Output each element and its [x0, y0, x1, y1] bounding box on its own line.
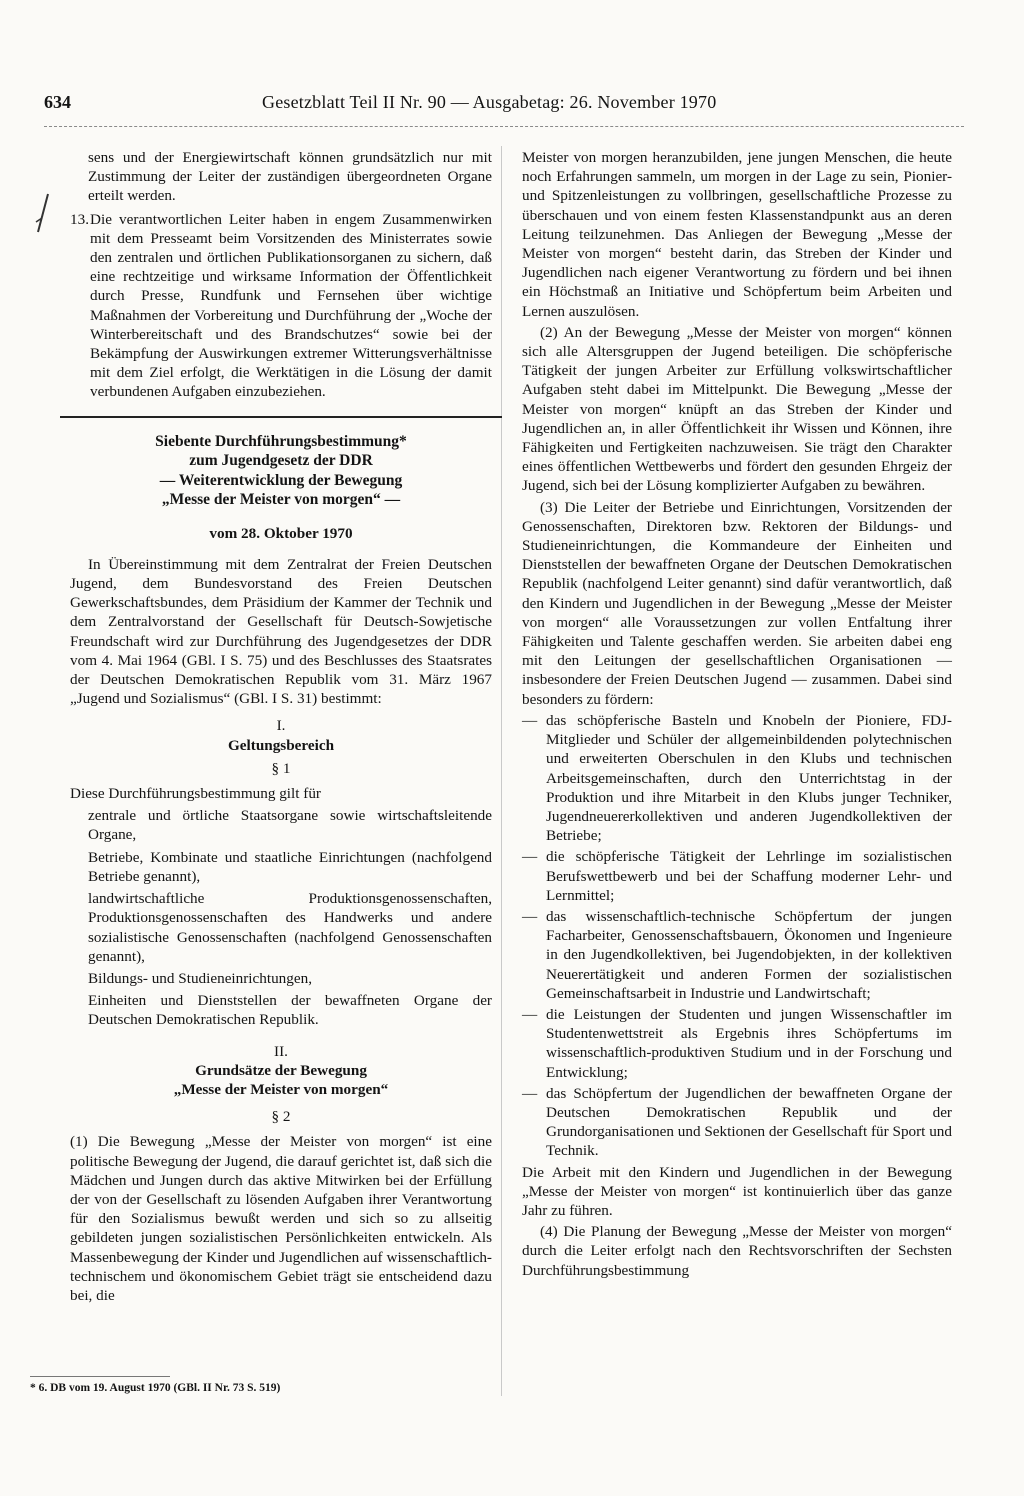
section-2-number: II.	[274, 1042, 288, 1060]
item-13-text: Die verantwortlichen Leiter haben in engem Zusammenwirken mit dem Presseamt beim Vorsitzenden des Ministerrates sowie den zentralen und örtlichen Publikationsorganen zu sichern, daß eine rechtzeitige und wirksame Information der Öffentlichkeit durch Presse, Rundfunk und Fernsehen über wichtige Maßnahmen der Vorbereitung und Durchführung der „Woche der Winterbereitschaft und des Brandschutzes“ sowie bei der Bekämpfung der Auswirkungen extremer Witterungsverhältnisse mit dem Ziel erfolgt, die Werktätigen in die Lösung der damit verbundenen Aufgaben einzubeziehen.	[90, 210, 492, 401]
scope-item: Betriebe, Kombinate und staatliche Einrichtungen (nachfolgend Betriebe genannt),	[88, 848, 492, 885]
title-line-3: — Weiterentwicklung der Bewegung	[159, 471, 403, 489]
right-paragraph-3: (3) Die Leiter der Betriebe und Einrichtungen, Vorsitzenden der Genossenschaften, Direktoren bzw. Rektoren der Bildungs- und Studieneinrichtungen, die Kommandeure der Einheiten und Dienststellen der bewaffneten Organe der Deutschen Demokratischen Republik (nachfolgend Leiter genannt) sind dafür verantwortlich, daß den Kindern und Jugendlichen in der Bewegung „Messe der Meister von morgen“ alle Voraussetzungen zur vollen Entfaltung ihrer Fähigkeiten und Talente geschaffen werden. Sie arbeiten dabei eng mit den Leitungen der gesellschaftlichen Organisationen — insbesondere der Freien Deutschen Jugend — zusammen. Dabei sind besonders zu fördern:	[522, 498, 952, 708]
right-paragraph-2: (2) An der Bewegung „Messe der Meister von morgen“ können sich alle Altersgruppen der Jugend beteiligen. Die schöpferische Tätigkeit der jungen Arbeiter zur Erfüllung volkswirtschaftlicher Aufgaben steht dabei im Mittelpunkt. Die Bewegung „Messe der Meister von morgen“ knüpft an das Streben der Kinder und Jugendlichen an, in aller Öffentlichkeit ihr Wissen und Können, ihre Fähigkeiten und Fertigkeiten nachzuweisen. Sie trägt den Charakter eines öffentlichen Wettbewerbs und fördert den gesunden Ehrgeiz der Jugend, sich bei der Lösung komplizierter Aufgaben zu bewähren.	[522, 323, 952, 495]
preamble: In Übereinstimmung mit dem Zentralrat der Freien Deutschen Jugend, dem Bundesvorstand des Freien Deutschen Gewerkschaftsbundes, dem Präsidium der Kammer der Technik und dem Zentralvorstand der Gesellschaft für Deutsch-Sowjetische Freundschaft wird zur Durchführung des Jugendgesetzes der DDR vom 4. Mai 1964 (GBl. I S. 75) und des Beschlusses des Staatsrates der Deutschen Demokratischen Republik vom 31. März 1967 „Jugend und Sozialismus“ (GBl. I S. 31) bestimmt:	[70, 555, 492, 708]
item-13	[70, 210, 492, 402]
footnote-rule	[30, 1376, 170, 1377]
page-number: 634	[44, 92, 71, 112]
dash-item	[522, 711, 952, 845]
right-paragraph-5: (4) Die Planung der Bewegung „Messe der Meister von morgen“ durch die Leiter erfolgt nach den Rechtsvorschriften der Sechsten Durchführungsbestimmung	[522, 1223, 952, 1279]
title-line-1: Siebente Durchführungsbestimmung*	[155, 432, 407, 450]
decree-date: vom 28. Oktober 1970	[209, 524, 353, 542]
section-rule	[60, 416, 502, 418]
dash-marker: —	[522, 711, 538, 729]
dash-item	[522, 907, 952, 1003]
left-column	[70, 148, 492, 1305]
scope-item: landwirtschaftliche Produktionsgenossenschaften, Produktionsgenossenschaften des Handwerks und andere sozialistische Genossenschaften (nachfolgend Genossenschaften genannt),	[88, 890, 492, 965]
dash-item	[522, 1084, 952, 1161]
dash-item	[522, 1005, 952, 1082]
handwritten-margin-mark	[34, 192, 52, 234]
right-paragraph-4: Die Arbeit mit den Kindern und Jugendlichen in der Bewegung „Messe der Meister von morgen“ ist kontinuierlich über das ganze Jahr zu führen.	[522, 1163, 952, 1219]
scope-item: Einheiten und Dienststellen der bewaffneten Organe der Deutschen Demokratischen Republik.	[88, 992, 492, 1029]
scope-item: Bildungs- und Studieneinrichtungen,	[88, 969, 312, 987]
dash-item-text: die schöpferische Tätigkeit der Lehrlinge im sozialistischen Berufswettbewerb und bei der Schaffung moderner Lehr- und Lernmittel;	[546, 848, 952, 904]
paragraph-1-sign: § 1	[271, 759, 291, 777]
footnote: * 6. DB vom 19. August 1970 (GBl. II Nr. 73 S. 519)	[30, 1382, 281, 1394]
dash-marker: —	[522, 1084, 538, 1102]
decree-title	[70, 432, 492, 510]
right-column	[522, 148, 952, 1280]
title-line-2: zum Jugendgesetz der DDR	[189, 452, 373, 470]
page-header	[44, 92, 964, 127]
dash-item-text: das Schöpfertum der Jugendlichen der bewaffneten Organe der Deutschen Demokratischen Republik und der Grundorganisationen und Sektionen der Gesellschaft für Sport und Technik.	[546, 1084, 952, 1160]
scope-item: zentrale und örtliche Staatsorgane sowie wirtschaftsleitende Organe,	[88, 807, 492, 844]
paragraph-2-text: (1) Die Bewegung „Messe der Meister von morgen“ ist eine politische Bewegung der Jugend, die darauf gerichtet ist, daß sich die Mädchen und Jungen durch das aktive Mitwirken bei der Erfüllung der von der Gesellschaft zu lösenden Aufgaben ihrer Verantwortung für den Sozialismus bewußt werden und sich so zu allseitig gebildeten jungen sozialistischen Persönlichkeiten entwickeln. Als Massenbewegung der Kinder und Jugendlichen auf wissenschaftlich-technischem und ökonomischem Gebiet trägt sie entscheidend dazu bei, die	[70, 1133, 492, 1304]
paragraph-2-sign: § 2	[271, 1108, 291, 1126]
section-1-number: I.	[276, 717, 286, 735]
dash-item-text: das wissenschaftlich-technische Schöpfertum der jungen Facharbeiter, Genossenschaftsbauern, Ökonomen und Ingenieure in den Jugendkollektiven, bei Jugendobjekten, in der kollektiven Neuerertätigkeit und anderen Formen der sozialistischen Gemeinschaftsarbeit in Industrie und Landwirtschaft;	[546, 907, 952, 1002]
section-1-title: Geltungsbereich	[227, 736, 335, 754]
dash-item-text: die Leistungen der Studenten und jungen Wissenschaftler im Studentenwettstreit als Ergebnis ihres Schöpfertums im wissenschaftlich-produktiven Studium und in der Forschung und Entwicklung;	[546, 1005, 952, 1081]
right-paragraph-1: Meister von morgen heranzubilden, jene jungen Menschen, die heute noch Erfahrungen sammeln, um morgen in der Lage zu sein, Pionier- und Spitzenleistungen zu vollbringen, gesellschaftliche Prozesse zu überschauen und von einem festen Klassenstandpunkt aus an deren Leitung teilzunehmen. Das Anliegen der Bewegung „Messe der Meister von morgen“ besteht darin, das Streben der Kinder und Jugendlichen nach eigener Verantwortung zu fördern und bei ihnen ein Höchstmaß an Initiative und Schöpfertum beim Arbeiten und Lernen auszulösen.	[522, 149, 952, 320]
section-2-title-line-2: „Messe der Meister von morgen“	[173, 1080, 389, 1098]
dash-marker: —	[522, 907, 538, 925]
dash-item-text: das schöpferische Basteln und Knobeln der Pioniere, FDJ-Mitglieder und Schüler der allgemeinbildenden polytechnischen und erweiterten Oberschulen in den Klubs und technischen Arbeitsgemeinschaften, durch den Unterrichtstag in der Produktion und ihre Mitarbeit in den Klubs junger Techniker, Jugendneuererkollektiven und anderen Jugendkollektiven der Betriebe;	[546, 711, 952, 845]
scope-list	[70, 806, 492, 1029]
dash-marker: —	[522, 848, 538, 866]
title-line-4: „Messe der Meister von morgen“ —	[161, 491, 401, 509]
item-13-number: 13.	[70, 210, 89, 228]
paragraph-1-intro: Diese Durchführungsbestimmung gilt für	[70, 785, 321, 803]
dash-item	[522, 847, 952, 905]
continued-paragraph: sens und der Energiewirtschaft können grundsätzlich nur mit Zustimmung der Leiter der zuständigen übergeordneten Organe erteilt werden.	[88, 149, 492, 205]
dash-marker: —	[522, 1005, 538, 1023]
header-title: Gesetzblatt Teil II Nr. 90 — Ausgabetag: 26. November 1970	[262, 92, 717, 112]
column-divider	[501, 146, 502, 1396]
section-2-title-line-1: Grundsätze der Bewegung	[195, 1061, 367, 1079]
